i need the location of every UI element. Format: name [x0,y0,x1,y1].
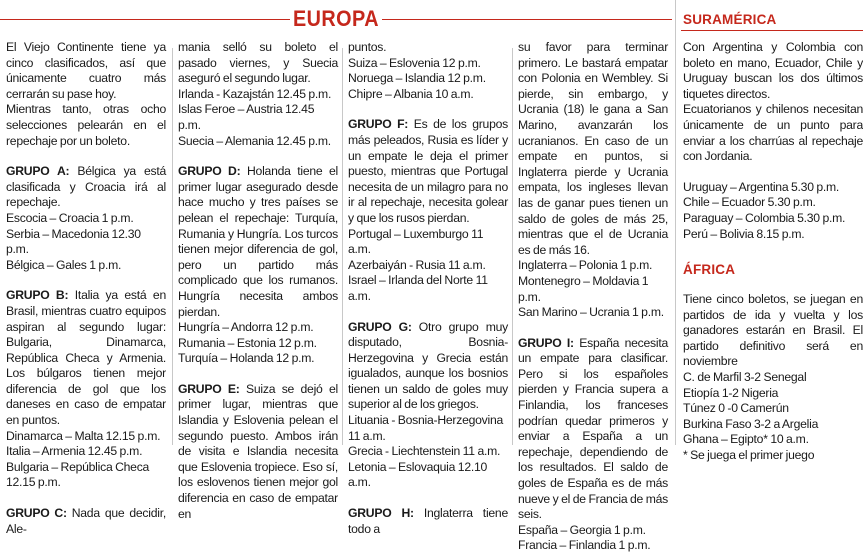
column-3 [348,40,508,537]
column-4 [518,40,668,554]
group-label: GRUPO A: [6,164,70,179]
match-line: Israel – Irlanda del Norte 11 a.m. [348,273,488,303]
paragraph: su favor para terminar primero. Le bastará empatar con Polonia en Wembley. Si pierde, sin embargo, y Ucrania (18) le gana a San Marino, avanzarán los ucranianos. En caso de un empate en puntos, si Inglaterra pierde y Ucrania empata, los ingleses llevan las de ganar pues tienen un saldo de goles de más 25, mientras que el de Ucrania es de más 16. [518,40,668,257]
match-line: Paraguay – Colombia 5.30 p.m. [683,210,846,225]
match-line: Uruguay – Argentina 5.30 p.m. [683,179,840,194]
group-label: GRUPO F: [348,117,409,132]
group-paragraph: GRUPO F: Es de los grupos más peleados, Rusia es líder y un empate le deja el primer puesto, mientras que Portugal necesita de un milagro para no ir al repechaje, necesita golear y que los rusos pierdan. [348,117,508,225]
paragraph: El Viejo Continente tiene ya cinco clasificados, así que únicamente cuatro más cerrarán su pase hoy. [6,40,166,101]
match-line: Lituania - Bosnia-Herzegovina 11 a.m. [348,413,504,443]
africa-intro: Tiene cinco boletos, se juegan en partidos de ida y vuelta y los ganadores estarán en Brasil. El partido definitivo será en noviembre [683,292,863,369]
europa-columns [0,40,672,553]
match-line: Montenegro – Moldavia 1 p.m. [518,273,649,304]
match-line: Túnez 0 -0 Camerún [683,401,789,416]
group-label: GRUPO G: [348,319,412,334]
match-line: Dinamarca – Malta 12.15 p.m. [6,428,161,443]
match-line: C. de Marfil 3-2 Senegal [683,369,807,384]
match-line: Italia – Armenia 12.45 p.m. [6,444,143,459]
group-paragraph: GRUPO I: España necesita un empate para clasificar. Pero si los españoles pierden y Francia supera a Finlandia, los franceses podrían quedar primeros y enviar a España a un repechaje, dependiendo de los resultados. El saldo de goles de España es de más nueve y el de Francia de más seis. [518,335,668,522]
match-line: Suiza – Eslovenia 12 p.m. [348,55,481,70]
match-line: Francia – Finlandia 1 p.m. [518,538,651,553]
match-line: Ghana – Egipto* 10 a.m. [683,432,809,447]
match-line: Noruega – Islandia 12 p.m. [348,71,486,86]
match-line: Bélgica – Gales 1 p.m. [6,257,122,272]
group-label: GRUPO H: [348,506,414,521]
group-paragraph: GRUPO G: Otro grupo muy disputado, Bosnia-Herzegovina y Grecia están igualados, aunque los bosnios tienen un saldo de goles muy superior al de los griegos. [348,319,508,412]
match-line: Irlanda - Kazajstán 12.45 p.m. [178,86,332,101]
sudamerica-body [681,40,863,242]
match-line: Chile – Ecuador 5.30 p.m. [683,195,816,210]
paragraph: puntos. [348,40,387,54]
sidebar-divider [675,0,676,445]
section-title-sudamerica: SURAMÉRICA [683,12,777,27]
paragraph: Mientras tanto, otras ocho selecciones pelearán en el repechaje por un boleto. [6,102,166,148]
column-2 [178,40,338,522]
sudamerica-intro-2: Ecuatorianos y chilenos necesitan únicamente de un punto para enviar a los charrúas al repechaje con Jordania. [683,102,863,164]
match-line: Hungría – Andorra 12 p.m. [178,320,314,335]
match-line: Etiopía 1-2 Nigeria [683,385,779,400]
group-label: GRUPO E: [178,381,240,396]
match-line: Burkina Faso 3-2 a Argelia [683,416,819,431]
column-divider [342,48,343,445]
column-1 [6,40,166,537]
match-line: Turquía – Holanda 12 p.m. [178,351,315,366]
match-line: España – Georgia 1 p.m. [518,522,646,537]
group-label: GRUPO D: [178,164,241,179]
africa-section [681,262,863,464]
match-line: San Marino – Ucrania 1 p.m. [518,305,664,320]
group-paragraph: GRUPO C: Nada que decidir, Ale- [6,506,166,536]
match-line: Bulgaria – República Checa 12.15 p.m. [6,459,150,490]
column-divider [512,48,513,445]
match-line: Azerbaiyán - Rusia 11 a.m. [348,257,486,272]
group-paragraph: GRUPO D: Holanda tiene el primer lugar asegurado desde hace mucho y tres países se pelean el repechaje: Turquía, Rumania y Hungría. Los turcos tienen mejor diferencia de gol, pero un partido más complicado que los rumanos. Hungría necesita ambos pierdan. [178,164,338,319]
column-divider [172,48,173,445]
sudamerica-match-list [683,180,863,242]
africa-body [681,292,863,464]
match-line: Inglaterra – Polonia 1 p.m. [518,258,653,273]
match-line: Islas Feroe – Austria 12.45 p.m. [178,102,315,132]
section-title-europa: EUROPA [293,6,379,31]
group-paragraph: GRUPO A: Bélgica ya está clasificada y Croacia irá al repechaje. [6,164,166,210]
match-line: Letonia – Eslovaquia 12.10 a.m. [348,459,488,490]
group-paragraph: GRUPO H: Inglaterra tiene todo a [348,506,508,536]
section-title-africa: ÁFRICA [683,262,736,277]
match-line: Portugal – Luxemburgo 11 a.m. [348,226,484,257]
group-label: GRUPO I: [518,335,574,350]
europa-header [0,0,672,40]
match-line: Grecia - Liechtenstein 11 a.m. [348,444,501,459]
match-line: Suecia – Alemania 12.45 p.m. [178,133,331,148]
paragraph: mania selló su boleto el pasado viernes, y Suecia aseguró el segundo lugar. [178,40,338,86]
group-paragraph: GRUPO B: Italia ya está en Brasil, mientras cuatro equipos aspiran al segundo lugar: Bulgaria, Dinamarca, República Checa y Armenia. Los búlgaros tienen mejor diferencia de gol que los daneses en caso de empatar en puntos. [6,288,166,428]
group-paragraph: GRUPO E: Suiza se dejó el primer lugar, mientras que Islandia y Eslovenia pelean el segundo puesto. Ambos irán de visita e Islandia necesita que Eslovenia tropiece. Eso sí, los eslovenos tienen mejor gol diferencia en caso de empatar en [178,381,338,521]
group-label: GRUPO B: [6,288,69,303]
africa-note: * Se juega el primer juego [683,447,815,462]
section-rule [681,30,863,31]
match-line: Serbia – Macedonia 12.30 p.m. [6,226,141,257]
match-line: Escocia – Croacia 1 p.m. [6,210,134,225]
match-line: Rumania – Estonia 12 p.m. [178,335,317,350]
match-line: Chipre – Albania 10 a.m. [348,86,474,101]
sudamerica-intro: Con Argentina y Colombia con boleto en mano, Ecuador, Chile y Uruguay buscan los dos últimos tiquetes directos. [683,40,863,101]
sudamerica-section [681,12,863,242]
group-label: GRUPO C: [6,506,67,521]
match-line: Perú – Bolivia 8.15 p.m. [683,226,805,241]
africa-match-list [683,370,863,448]
